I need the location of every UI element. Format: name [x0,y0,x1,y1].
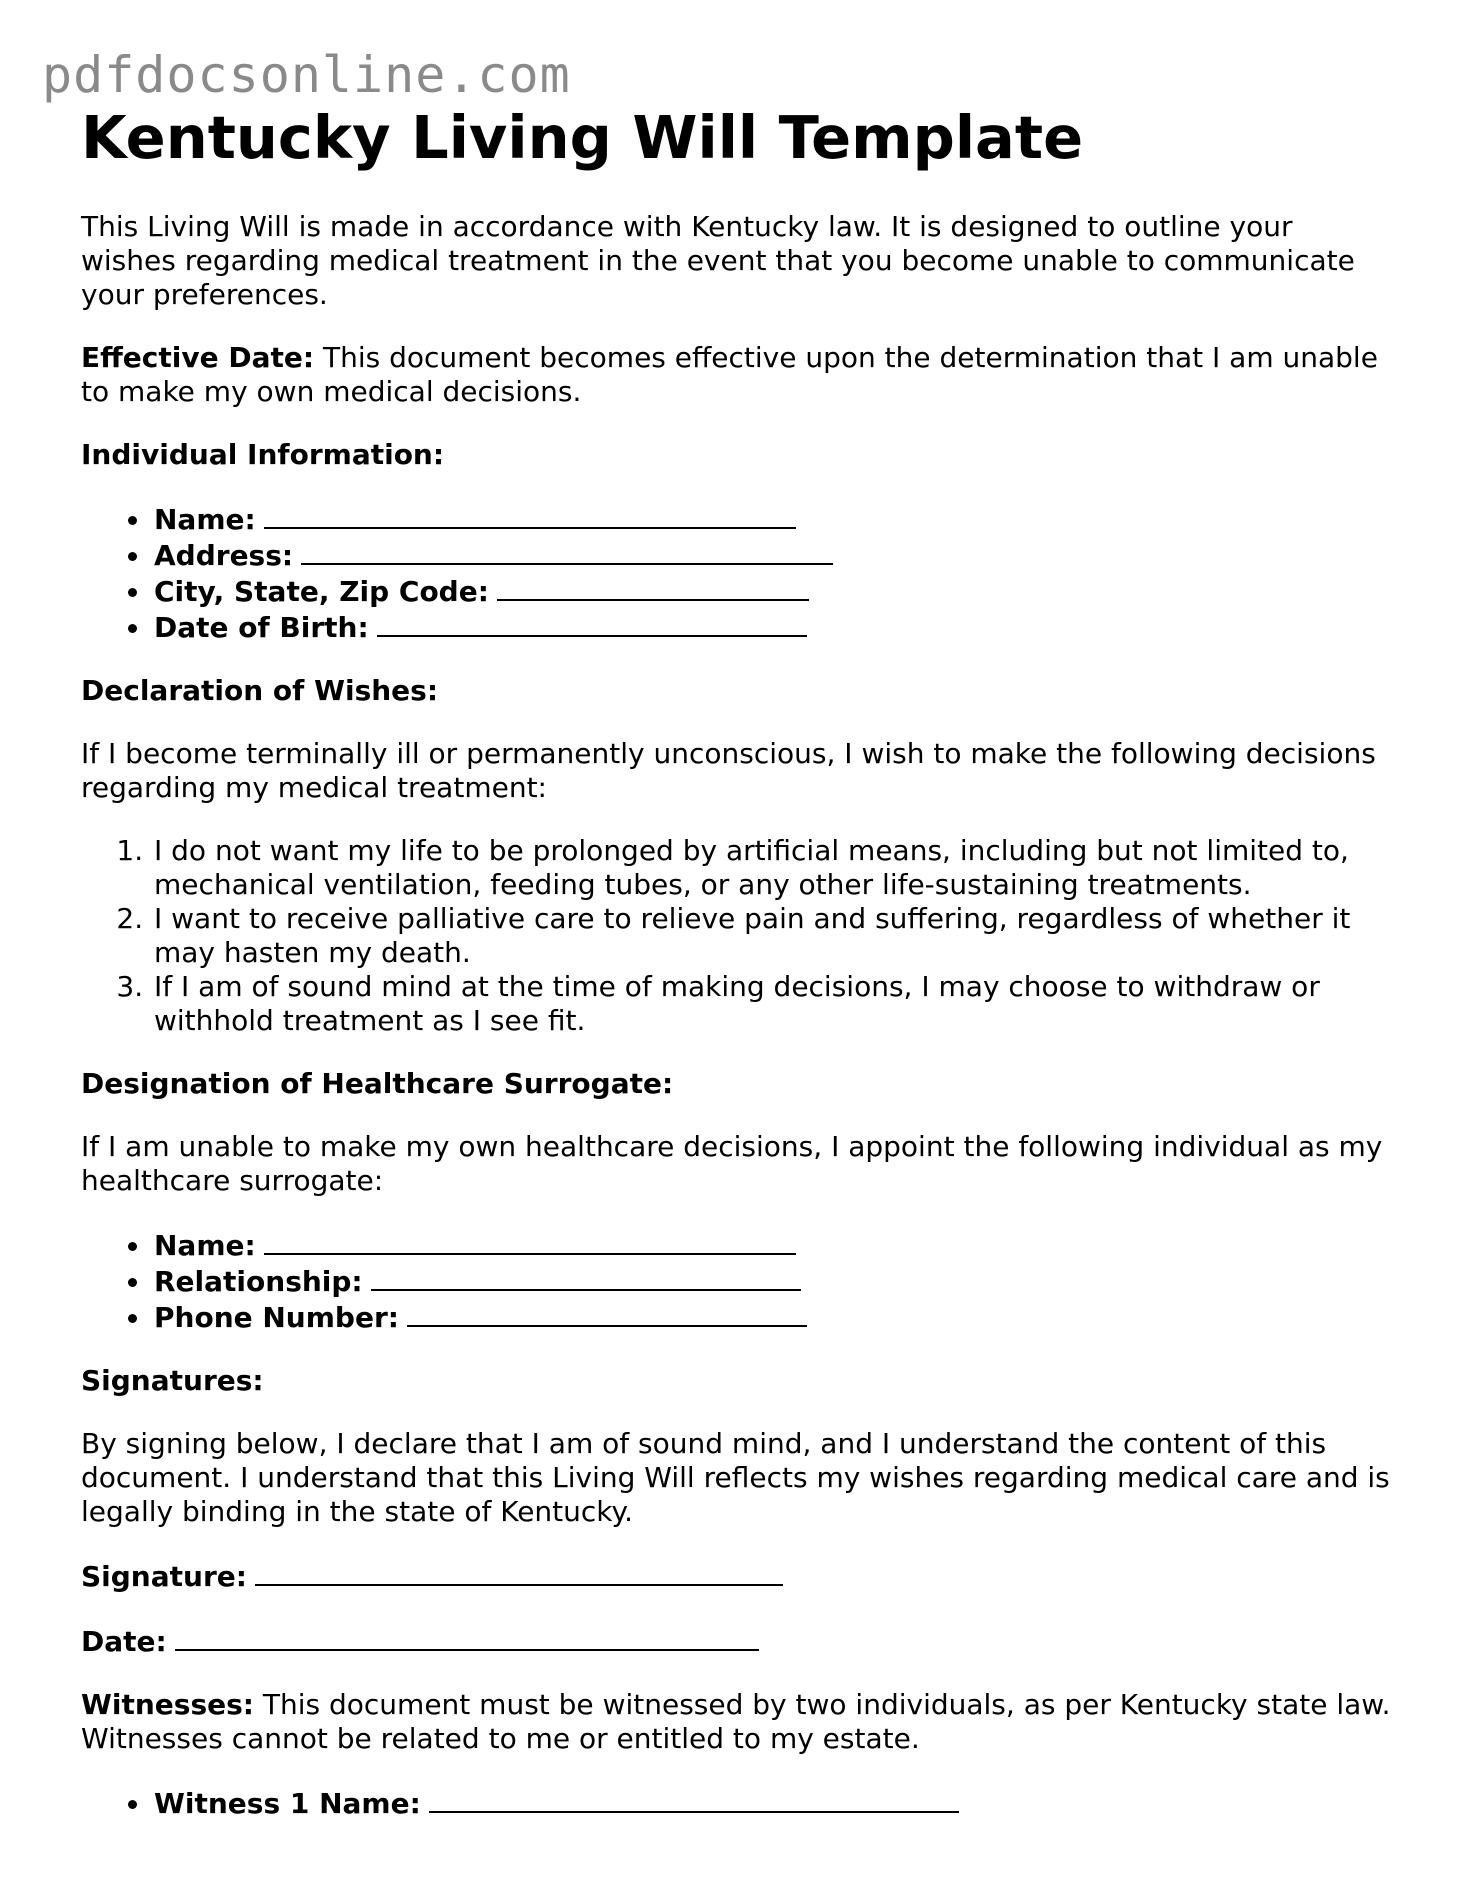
individual-city-label: City, State, Zip Code: [154,575,489,608]
surrogate-name-blank[interactable] [264,1227,796,1255]
date-line [81,1623,1391,1659]
individual-name-item [152,501,1391,537]
individual-info-list [81,501,1391,645]
individual-dob-label: Date of Birth: [154,611,369,644]
declaration-item: 3. If I am of sound mind at the time of making decisions, I may choose to withdraw or withhold treatment as I see fit. [152,970,1391,1038]
witnesses-text: This document must be witnessed by two individuals, as per Kentucky state law. Witnesses cannot be related to me or entitled to my estate. [81,1688,1391,1755]
date-blank[interactable] [175,1623,759,1651]
declaration-heading: Declaration of Wishes: [81,674,439,707]
witness-1-item [152,1785,1391,1821]
surrogate-relationship-label: Relationship: [154,1265,363,1298]
surrogate-heading: Designation of Healthcare Surrogate: [81,1067,674,1100]
surrogate-phone-label: Phone Number: [154,1301,399,1334]
witness-list [81,1785,1391,1821]
signature-label: Signature: [81,1560,247,1593]
individual-name-blank[interactable] [264,501,796,529]
surrogate-phone-item [152,1299,1391,1335]
document-body [81,100,1391,1821]
individual-city-item [152,573,1391,609]
individual-address-blank[interactable] [301,537,833,565]
surrogate-relationship-blank[interactable] [371,1263,801,1291]
surrogate-name-label: Name: [154,1229,256,1262]
witnesses-label: Witnesses: [81,1688,254,1721]
individual-name-label: Name: [154,503,256,536]
surrogate-relationship-item [152,1263,1391,1299]
page-title: Kentucky Living Will Template [81,103,1084,172]
signatures-heading: Signatures: [81,1364,264,1397]
individual-address-label: Address: [154,539,294,572]
surrogate-name-item [152,1227,1391,1263]
intro-paragraph: This Living Will is made in accordance with Kentucky law. It is designed to outline your wishes regarding medical treatment in the event that you become unable to communicate your preferences. [81,210,1355,311]
effective-date-label: Effective Date: [81,341,315,374]
watermark: pdfdocsonline.com [42,46,571,104]
surrogate-phone-blank[interactable] [407,1299,807,1327]
individual-info-heading: Individual Information: [81,438,445,471]
individual-dob-item [152,609,1391,645]
declaration-item: 1. I do not want my life to be prolonged by artificial means, including but not limited to, mechanical ventilation, feeding tubes, or any other life-sustaining treatments. [152,834,1391,902]
effective-date-paragraph [81,341,1391,409]
individual-city-blank[interactable] [497,573,809,601]
witness-1-blank[interactable] [429,1785,959,1813]
witness-1-label: Witness 1 Name: [154,1787,421,1820]
witnesses-paragraph [81,1688,1391,1756]
date-label: Date: [81,1625,167,1658]
surrogate-list [81,1227,1391,1335]
signatures-text: By signing below, I declare that I am of sound mind, and I understand the content of this document. I understand that this Living Will reflects my wishes regarding medical care and is legally binding in the state of Kentucky. [81,1427,1390,1528]
individual-dob-blank[interactable] [377,609,807,637]
signature-line [81,1558,1391,1594]
declaration-item: 2. I want to receive palliative care to relieve pain and suffering, regardless of whether it may hasten my death. [152,902,1391,970]
surrogate-text: If I am unable to make my own healthcare decisions, I appoint the following individual as my healthcare surrogate: [81,1130,1383,1197]
declaration-list [81,834,1391,1038]
individual-address-item [152,537,1391,573]
effective-date-text: This document becomes effective upon the determination that I am unable to make my own medical decisions. [81,341,1378,408]
signature-blank[interactable] [255,1558,783,1586]
declaration-text: If I become terminally ill or permanently unconscious, I wish to make the following decisions regarding my medical treatment: [81,737,1376,804]
